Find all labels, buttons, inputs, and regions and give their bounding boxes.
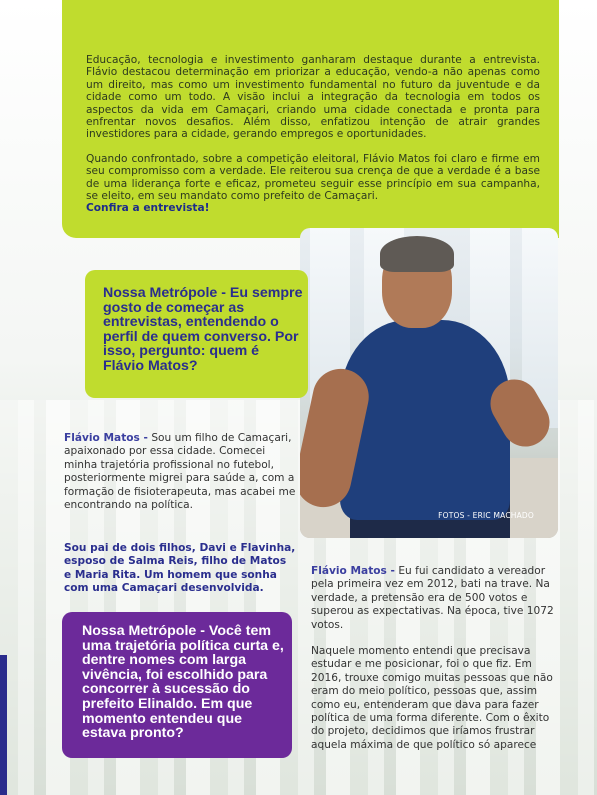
question-1-box — [85, 270, 308, 398]
answer-1 — [64, 432, 296, 512]
answer-2-speaker: Flávio Matos - — [311, 565, 395, 577]
person-shirt — [340, 320, 510, 520]
intro-text — [86, 54, 540, 227]
intro-paragraph-1: Educação, tecnologia e investimento ganharam destaque durante a entrevista. Flávio destacou determinação em priorizar a educação, vendo-a não apenas como um direito, mas como um investimento fundamental no futuro da juventude e da cidade como um todo. A visão inclui a integração da tecnologia em todos os aspectos da vida em Camaçari, criando uma cidade conectada e pronta para enfrentar novos desafios. Além disso, enfatizou intenção de atrair grandes investidores para a cidade, gerando empregos e oportunidades. — [86, 54, 540, 141]
question-1-text: Nossa Metrópole - Eu sempre gosto de começar as entrevistas, entendendo o perfil de quem converso. Por isso, pergunto: quem é Flávio Matos? — [103, 285, 303, 374]
answer-2-paragraph-2: Naquele momento entendi que precisava estudar e me posicionar, foi o que fiz. Em 2016, trouxe comigo muitas pessoas que não eram do meio político, pessoas que, assim como eu, entenderam que dava para fazer política de uma forma diferente. Com o êxito do projeto, decidimos que iríamos frustrar aquela máxima de que político só aparece — [311, 645, 553, 751]
answer-2-paragraph-1 — [311, 565, 559, 632]
left-accent-stripe — [0, 655, 7, 795]
interviewee-photo — [300, 228, 558, 538]
answer-2 — [311, 565, 559, 765]
interview-cta: Confira a entrevista! — [86, 202, 210, 215]
person-hair — [380, 236, 454, 272]
photo-credit: FOTOS - ERIC MACHADO — [438, 511, 534, 520]
answer-1-text: Sou um filho de Camaçari, apaixonado por essa cidade. Comecei minha trajetória profissional no futebol, posteriormente migrei para saúde a, com a formação de fisioterapeuta, mas acabei me encontrando na política. — [64, 432, 296, 512]
question-2-box — [62, 612, 292, 758]
answer-1-bold-paragraph: Sou pai de dois filhos, Davi e Flavinha, esposo de Salma Reis, filho de Matos e Maria Rita. Um homem que sonha com uma Camaçari desenvolvida. — [64, 542, 296, 595]
question-2-text: Nossa Metrópole - Você tem uma trajetória política curta e, dentre nomes com larga vivência, foi escolhido para concorrer à sucessão do prefeito Elinaldo. Em que momento entendeu que estava pronto? — [82, 623, 284, 742]
answer-1-speaker: Flávio Matos - — [64, 432, 148, 444]
answer-2-text: Eu fui candidato a vereador pela primeira vez em 2012, bati na trave. Na verdade, a pretensão era de 500 votos e superou as expectativas. Na época, tive 1072 votos. — [311, 565, 554, 631]
intro-paragraph-2: Quando confrontado, sobre a competição eleitoral, Flávio Matos foi claro e firme em seu compromisso com a verdade. Ele reiterou sua crença de que a verdade é a base de uma liderança forte e eficaz, prometeu seguir esse princípio em sua campanha, se eleito, em seu mandato como prefeito de Camaçari. — [86, 152, 540, 203]
